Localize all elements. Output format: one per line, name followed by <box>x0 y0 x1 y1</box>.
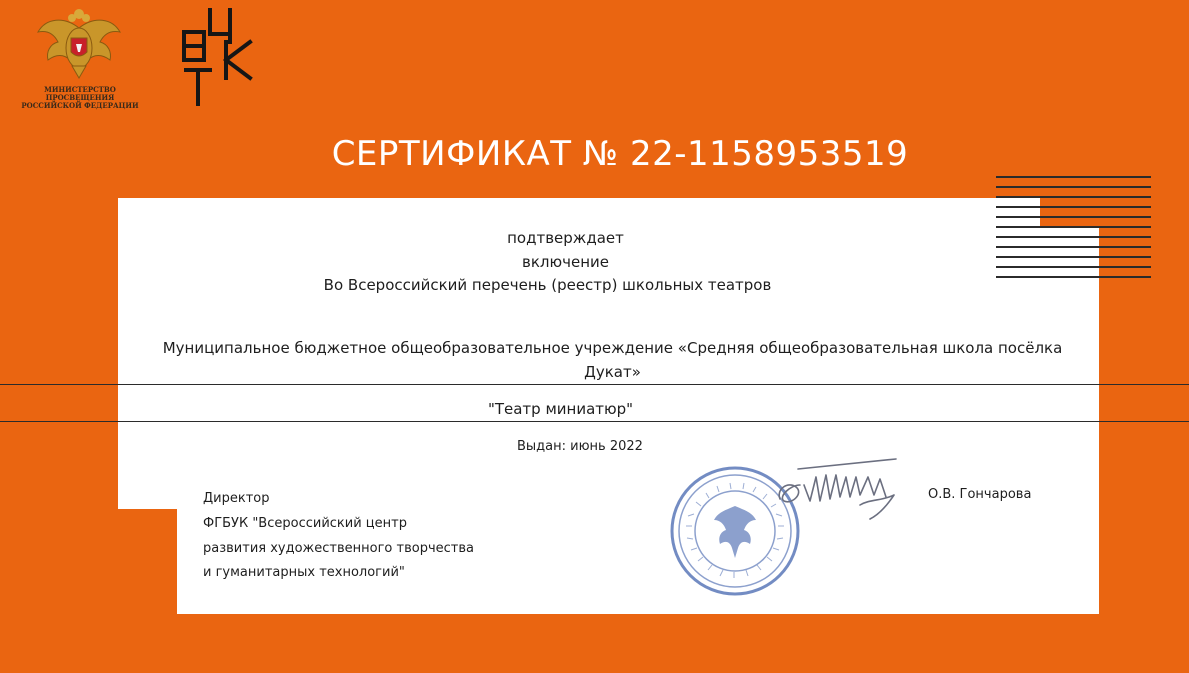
ministry-emblem-icon <box>34 8 124 80</box>
inclusion-text: включение <box>522 253 609 271</box>
ministry-name <box>10 86 150 110</box>
organization-line2: Дукат» <box>584 363 641 381</box>
center-logo-icon <box>180 8 256 106</box>
signatory-org-line3: и гуманитарных технологий" <box>203 565 405 580</box>
theatre-name: "Театр миниатюр" <box>487 400 634 418</box>
issued-date: Выдан: июнь 2022 <box>517 439 643 454</box>
signature-icon <box>770 455 910 527</box>
organization-line1: Муниципальное бюджетное общеобразовательное учреждение «Средняя общеобразовательная школа посёлка <box>162 339 1063 357</box>
ministry-name-line1: МИНИСТЕРСТВО ПРОСВЕЩЕНИЯ <box>44 85 116 102</box>
signatory-org-line2: развития художественного творчества <box>203 541 474 556</box>
divider-top <box>0 384 1189 385</box>
divider-bottom <box>0 421 1189 422</box>
ministry-name-line2: РОССИЙСКОЙ ФЕДЕРАЦИИ <box>21 101 139 110</box>
signatory-role: Директор <box>203 491 270 506</box>
organization-name <box>150 336 1075 384</box>
signatory-org-line1: ФГБУК "Всероссийский центр <box>203 516 407 531</box>
signatory-name: О.В. Гончарова <box>928 487 1032 502</box>
confirms-text: подтверждает <box>507 229 624 247</box>
registry-text: Во Всероссийский перечень (реестр) школьных театров <box>323 276 772 294</box>
panel-notch <box>118 509 177 614</box>
certificate-title: СЕРТИФИКАТ № 22-1158953519 <box>331 134 909 174</box>
stripes-decoration <box>996 175 1151 285</box>
